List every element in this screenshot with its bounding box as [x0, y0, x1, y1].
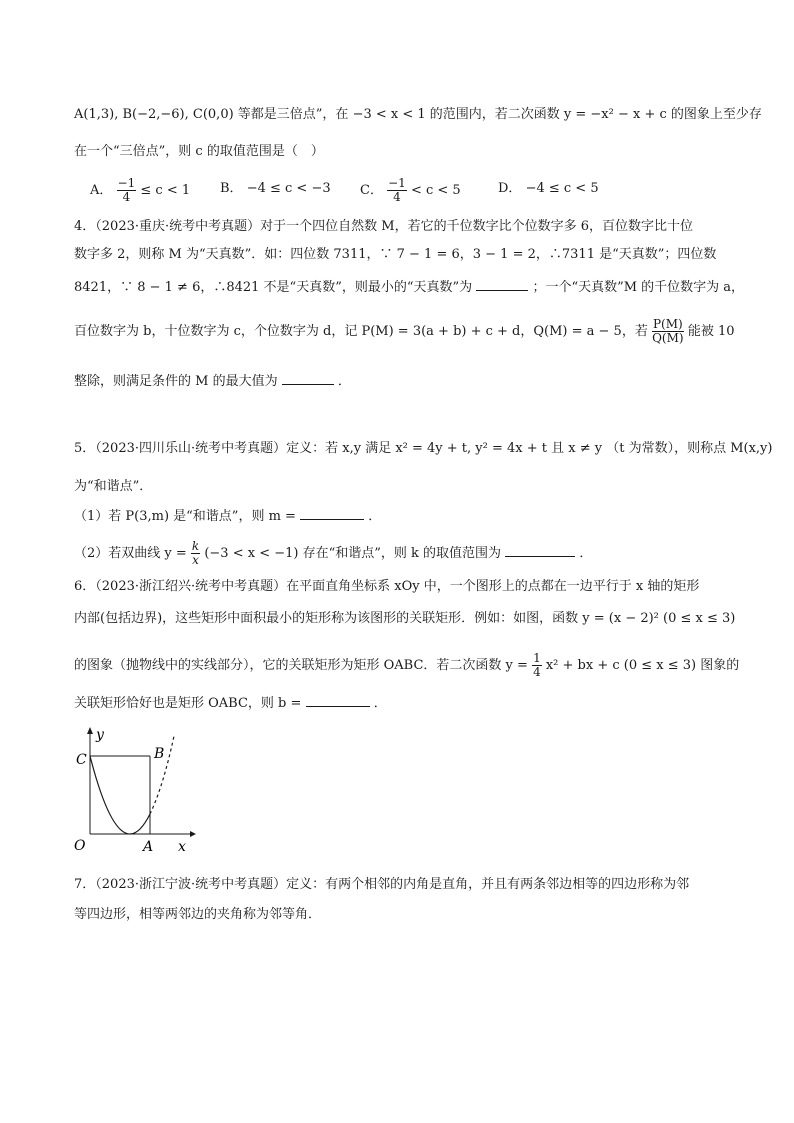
q7-line1: 7．（2023·浙江宁波·统考中考真题）定义：有两个相邻的内角是直角，并且有两条邻边相等的四边形称为邻	[74, 877, 690, 892]
q5-part1: （1）若 P(3,m) 是“和谐点”，则 m = ．	[74, 509, 382, 524]
q4-line2: 数字多 2，则称 M 为“天真数”．如：四位数 7311，∵ 7 − 1 = 6，3 − 1 = 2，∴7311 是“天真数”；四位数	[74, 247, 717, 262]
q5-line2: 为“和谐点”．	[74, 479, 153, 494]
label-b: B	[154, 746, 165, 762]
label-c: C	[76, 752, 87, 768]
q6-line3: 的图象（抛物线中的实线部分），它的关联矩形为矩形 OABC．若二次函数 y = $\frac{1}{4}$ x² + bx + c (0 ≤ x ≤ 3) 图象的	[74, 651, 740, 679]
q3-line1: A(1,3), B(−2,−6), C(0,0) 等都是三倍点”，在 −3 < x < 1 的范围内，若二次函数 y = −x² − x + c 的图象上至少存	[74, 107, 762, 122]
q4-line4: 百位数字为 b，十位数字为 c，个位数字为 d，记 P(M) = 3(a + b) + c + d，Q(M) = a − 5，若 $\frac{P(M)}{Q(M)}$ 能被 10	[74, 317, 735, 345]
q6-line4: 关联矩形恰好也是矩形 OABC，则 b = ．	[74, 696, 387, 711]
option-b[interactable]: B． −4 ≤ c < −3	[220, 181, 331, 196]
parabola-figure	[70, 724, 200, 856]
label-o: O	[74, 838, 86, 854]
q6-fraction: $\frac{1}{4}$	[533, 651, 541, 679]
parabola-solid	[90, 756, 150, 834]
option-c-fraction: $\frac{-1}{4}$	[388, 176, 406, 204]
option-c[interactable]: C． $\frac{-1}{4}$ < c < 5	[360, 176, 461, 204]
label-y: y	[96, 727, 104, 743]
q4-answer-blank-2[interactable]	[282, 372, 334, 385]
option-a-fraction: $\frac{-1}{4}$	[117, 176, 136, 204]
q5-line1: 5．（2023·四川乐山·统考中考真题）定义：若 x,y 满足 x² = 4y + t, y² = 4x + t 且 x ≠ y （t 为常数），则称点 M(x,y)	[74, 441, 773, 456]
label-x: x	[178, 839, 186, 855]
q6-line1: 6．（2023·浙江绍兴·统考中考真题）在平面直角坐标系 xOy 中，一个图形上的点都在一边平行于 x 轴的矩形	[74, 579, 700, 594]
q4-answer-blank-1[interactable]	[476, 278, 528, 291]
y-axis-arrow	[87, 727, 93, 734]
x-axis-arrow	[190, 831, 196, 837]
q5-part2: （2）若双曲线 y = $\frac{k}{x}$ (−3 < x < −1) 存在“和谐点”，则 k 的取值范围为 ．	[74, 539, 593, 567]
q4-line3: 8421，∵ 8 − 1 ≠ 6，∴8421 不是“天真数”，则最小的“天真数”为 ；一个“天真数”M 的千位数字为 a，	[74, 280, 745, 295]
q7-line2: 等四边形，相等两邻边的夹角称为邻等角．	[74, 907, 322, 922]
q3-line2: 在一个“三倍点”，则 c 的取值范围是（ ）	[74, 144, 324, 159]
option-d[interactable]: D． −4 ≤ c < 5	[498, 181, 599, 196]
q5-fraction: $\frac{k}{x}$	[191, 539, 200, 567]
label-a: A	[143, 839, 154, 855]
q4-fraction: $\frac{P(M)}{Q(M)}$	[652, 317, 684, 345]
option-a[interactable]: A． $\frac{-1}{4}$ ≤ c < 1	[90, 176, 191, 204]
q4-line5: 整除，则满足条件的 M 的最大值为 ．	[74, 374, 351, 389]
q3-options	[90, 177, 710, 204]
q5-answer-blank-1[interactable]	[300, 507, 364, 520]
q4-line1: 4．（2023·重庆·统考中考真题）对于一个四位自然数 M，若它的千位数字比个位数字多 6，百位数字比十位	[74, 219, 693, 234]
q5-answer-blank-2[interactable]	[505, 544, 575, 557]
q6-line2: 内部(包括边界)，这些矩形中面积最小的矩形称为该图形的关联矩形．例如：如图，函数 y = (x − 2)² (0 ≤ x ≤ 3)	[74, 611, 736, 626]
q6-answer-blank[interactable]	[306, 694, 370, 707]
